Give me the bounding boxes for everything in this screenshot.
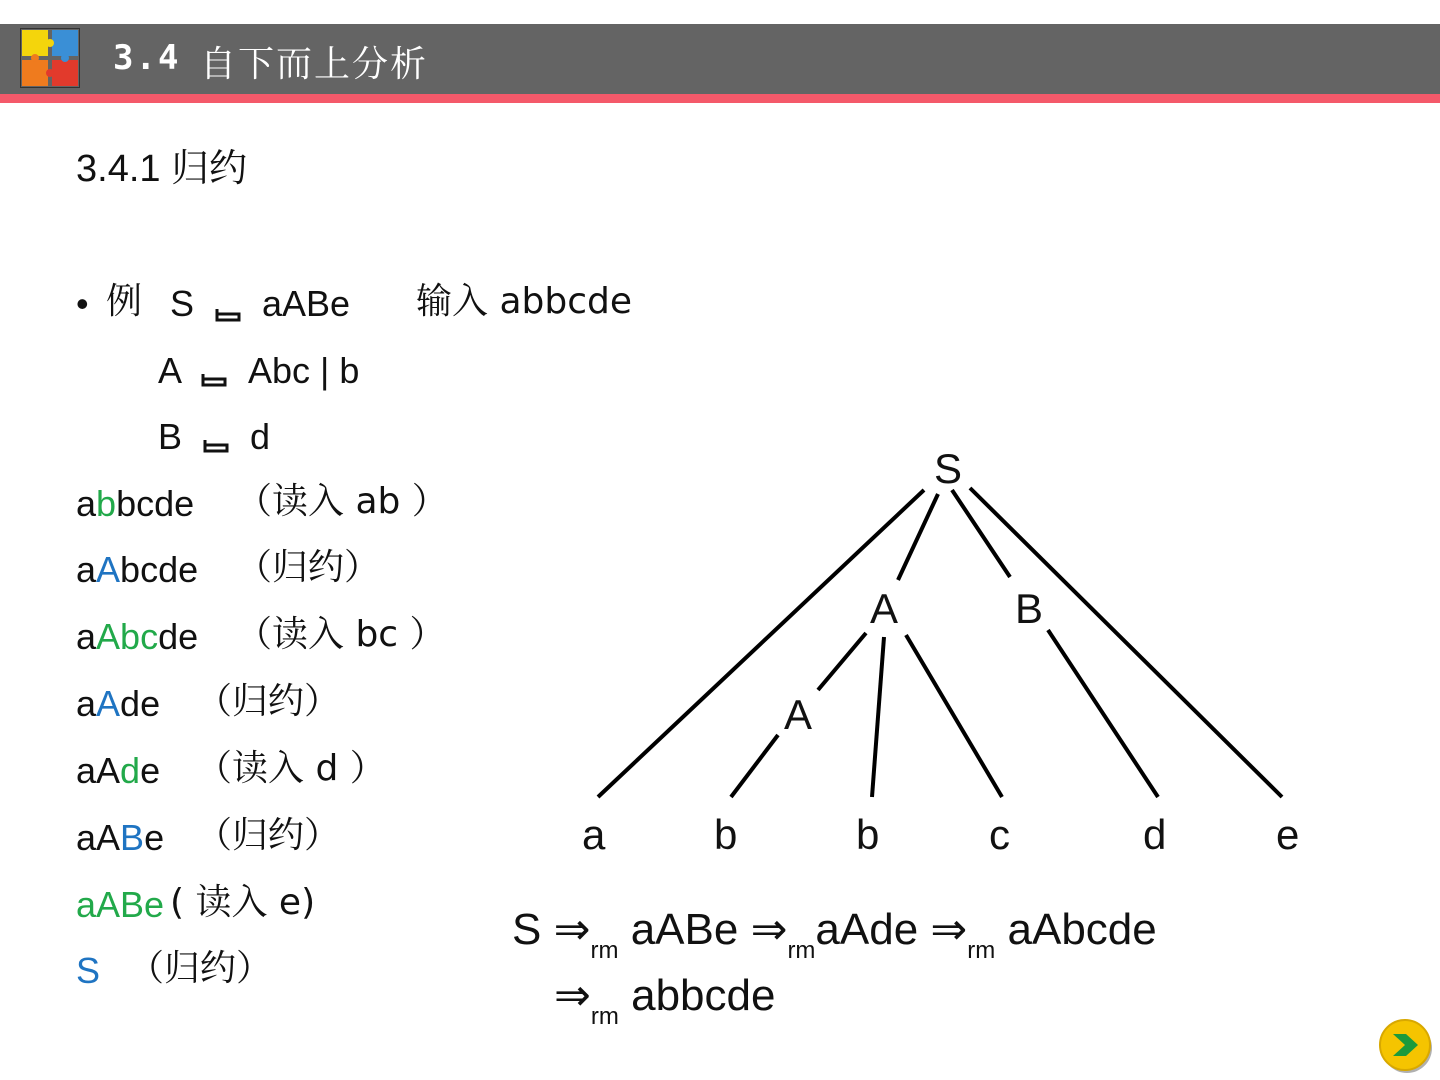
derivation-subscript: rm xyxy=(967,937,996,964)
section-title: 自下而上分析 xyxy=(200,44,429,85)
derivation-line-1 xyxy=(512,905,1157,964)
step-string-segment: aA xyxy=(76,750,121,791)
derivation-subscript: rm xyxy=(787,937,816,964)
tree-leaf: e xyxy=(1276,811,1300,858)
step-note: （归约） xyxy=(196,815,341,856)
rule-rhs: aABe xyxy=(262,283,351,324)
input-label: 输入 abbcde xyxy=(416,281,633,322)
rule-lhs: S xyxy=(170,283,195,324)
bullet: • xyxy=(76,283,89,324)
section-number: 3.4 xyxy=(113,38,181,78)
step-string-segment: de xyxy=(158,616,199,657)
derivation-term: aABe xyxy=(630,905,739,954)
tree-edge xyxy=(906,635,1002,797)
tree-leaf: b xyxy=(856,811,880,858)
tree-node-A-lower: A xyxy=(784,691,813,738)
next-slide-button[interactable] xyxy=(1376,1016,1434,1074)
tree-node-B: B xyxy=(1015,585,1044,632)
tree-leaf: a xyxy=(582,811,606,858)
step-string-segment: aABe xyxy=(76,884,165,925)
step-string-segment: bcde xyxy=(116,483,195,524)
step-string-segment: A xyxy=(96,549,121,590)
step-note: （读入 ab ） xyxy=(236,481,448,522)
tree-edge xyxy=(872,637,884,797)
tree-leaf: d xyxy=(1143,811,1167,858)
step-string-segment: a xyxy=(76,683,97,724)
derivation-arrow: ⇒ xyxy=(553,905,591,954)
tree-edge xyxy=(731,735,778,797)
subsection-title: 3.4.1 归约 xyxy=(76,148,248,190)
step-string-segment: a xyxy=(76,549,97,590)
derivation-term: aAde xyxy=(815,905,919,954)
step-string-segment: A xyxy=(96,683,121,724)
step-string-segment: a xyxy=(76,616,97,657)
derivation-term: aAbcde xyxy=(1007,905,1157,954)
step-string-segment: e xyxy=(144,817,165,858)
step-note: （归约） xyxy=(128,948,273,989)
tree-edge xyxy=(952,490,1010,577)
rule-rhs: Abc | b xyxy=(248,350,360,391)
step-string-segment: bcde xyxy=(120,549,199,590)
example-label: 例 xyxy=(106,281,143,322)
rule-rhs: d xyxy=(250,416,271,457)
tree-edge xyxy=(818,633,866,690)
step-note: ( 读入 e) xyxy=(170,882,316,923)
step-string-segment: d xyxy=(120,750,141,791)
step-note: （归约） xyxy=(236,547,381,588)
derivation-arrow: ⇒ xyxy=(554,971,591,1020)
rule-lhs: B xyxy=(158,416,183,457)
tree-node-root: S xyxy=(934,445,963,492)
step-note: （读入 bc ） xyxy=(236,614,446,655)
step-string-segment: e xyxy=(140,750,161,791)
step-note: （读入 d ） xyxy=(196,748,386,789)
step-note: （归约） xyxy=(196,681,341,722)
derivation-arrow: ⇒ xyxy=(930,905,968,954)
derivation-subscript: rm xyxy=(590,1003,619,1030)
step-string-segment: de xyxy=(120,683,161,724)
step-string-segment: a xyxy=(76,483,97,524)
step-string-segment: Abc xyxy=(96,616,159,657)
step-string-segment: aA xyxy=(76,817,121,858)
tree-node-A-upper: A xyxy=(870,585,899,632)
derivation-arrow: ⇒ xyxy=(750,905,788,954)
tree-leaf: c xyxy=(989,811,1010,858)
derivation-line-2 xyxy=(554,971,776,1030)
step-string-segment: S xyxy=(76,950,101,991)
step-string-segment: B xyxy=(120,817,145,858)
derivation-term: abbcde xyxy=(631,971,776,1020)
derivation-subscript: rm xyxy=(590,937,619,964)
tree-leaf: b xyxy=(714,811,738,858)
step-string-segment: b xyxy=(96,483,117,524)
derivation-term: S xyxy=(512,905,542,954)
rule-lhs: A xyxy=(158,350,183,391)
